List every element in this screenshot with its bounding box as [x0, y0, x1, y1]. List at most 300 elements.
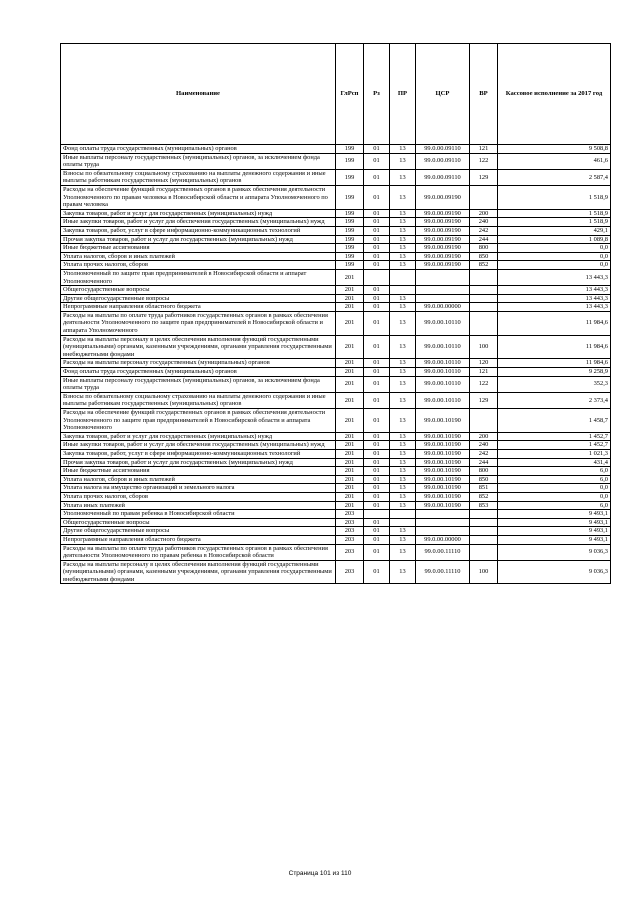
cell-name: Уполномоченный по правам ребенка в Новосибирской области [61, 510, 336, 519]
cell-name: Расходы на выплаты персоналу в целях обеспечения выполнения функций государственными (муниципальными) органами, казенными учреждениями, органами управления государственными внебюджетными фондами [61, 560, 336, 584]
cell-name: Взносы по обязательному социальному страхованию на выплаты денежного содержания и иные выплаты работникам государственных (муниципальных) органов [61, 392, 336, 408]
cell-rz: 01 [364, 560, 390, 584]
cell-name: Иные бюджетные ассигнования [61, 467, 336, 476]
cell-pr: 13 [390, 244, 416, 253]
cell-rz: 01 [364, 409, 390, 433]
cell-amount: 9 036,3 [498, 560, 611, 584]
cell-glrsp: 199 [336, 244, 364, 253]
cell-csr: 99.0.00.09110 [416, 169, 470, 185]
cell-pr: 13 [390, 544, 416, 560]
cell-glrsp: 199 [336, 153, 364, 169]
cell-csr: 99.0.00.09190 [416, 218, 470, 227]
cell-name: Уплата налогов, сборов и иных платежей [61, 475, 336, 484]
table-row [61, 510, 611, 519]
table-header-row [61, 44, 611, 145]
cell-vr [470, 535, 498, 544]
cell-rz: 01 [364, 475, 390, 484]
cell-pr: 13 [390, 235, 416, 244]
cell-csr: 99.0.00.10110 [416, 376, 470, 392]
cell-vr [470, 311, 498, 335]
cell-glrsp: 199 [336, 218, 364, 227]
table-row [61, 560, 611, 584]
cell-rz: 01 [364, 368, 390, 377]
cell-vr: 100 [470, 560, 498, 584]
table-row [61, 518, 611, 527]
cell-vr: 200 [470, 209, 498, 218]
cell-glrsp: 201 [336, 269, 364, 285]
cell-pr: 13 [390, 432, 416, 441]
cell-glrsp: 199 [336, 209, 364, 218]
cell-csr: 99.0.00.10190 [416, 475, 470, 484]
cell-glrsp: 201 [336, 458, 364, 467]
cell-name: Расходы на выплаты персоналу государственных (муниципальных) органов [61, 359, 336, 368]
cell-pr [390, 269, 416, 285]
cell-vr: 850 [470, 252, 498, 261]
cell-name: Иные закупки товаров, работ и услуг для обеспечения государственных (муниципальных) нужд [61, 441, 336, 450]
header-csr: ЦСР [416, 44, 470, 145]
cell-vr: 800 [470, 244, 498, 253]
cell-rz: 01 [364, 359, 390, 368]
cell-pr: 13 [390, 303, 416, 312]
cell-rz: 01 [364, 294, 390, 303]
cell-rz: 01 [364, 392, 390, 408]
cell-glrsp: 201 [336, 311, 364, 335]
cell-pr: 13 [390, 145, 416, 154]
cell-rz: 01 [364, 226, 390, 235]
table-row [61, 492, 611, 501]
cell-vr: 129 [470, 392, 498, 408]
cell-csr: 99.0.00.09110 [416, 145, 470, 154]
cell-amount: 0,0 [498, 261, 611, 270]
cell-vr: 240 [470, 441, 498, 450]
cell-name: Уплата прочих налогов, сборов [61, 261, 336, 270]
cell-vr: 851 [470, 484, 498, 493]
cell-pr: 13 [390, 185, 416, 209]
table-row [61, 311, 611, 335]
table-row [61, 145, 611, 154]
cell-name: Иные выплаты персоналу государственных (муниципальных) органов, за исключением фонда оплаты труда [61, 153, 336, 169]
cell-glrsp: 201 [336, 335, 364, 359]
cell-vr: 244 [470, 458, 498, 467]
cell-vr: 242 [470, 226, 498, 235]
cell-glrsp: 203 [336, 510, 364, 519]
cell-amount: 1 452,7 [498, 432, 611, 441]
cell-rz: 01 [364, 518, 390, 527]
cell-name: Уполномоченный по защите прав предпринимателей в Новосибирской области и аппарат Уполномоченного [61, 269, 336, 285]
cell-rz: 01 [364, 467, 390, 476]
cell-vr [470, 409, 498, 433]
cell-rz: 01 [364, 169, 390, 185]
cell-pr: 13 [390, 475, 416, 484]
cell-glrsp: 201 [336, 392, 364, 408]
cell-pr: 13 [390, 252, 416, 261]
cell-name: Уплата налога на имущество организаций и земельного налога [61, 484, 336, 493]
cell-csr: 99.0.00.10190 [416, 467, 470, 476]
cell-name: Непрограммные направления областного бюджета [61, 535, 336, 544]
cell-csr: 99.0.00.09190 [416, 185, 470, 209]
cell-name: Закупка товаров, работ, услуг в сфере информационно-коммуникационных технологий [61, 226, 336, 235]
table-row [61, 368, 611, 377]
table-row [61, 269, 611, 285]
cell-glrsp: 199 [336, 252, 364, 261]
cell-pr: 13 [390, 560, 416, 584]
cell-amount: 11 984,6 [498, 359, 611, 368]
cell-pr: 13 [390, 335, 416, 359]
cell-csr: 99.0.00.09190 [416, 244, 470, 253]
cell-name: Уплата иных платежей [61, 501, 336, 510]
cell-amount: 0,0 [498, 252, 611, 261]
cell-name: Уплата прочих налогов, сборов [61, 492, 336, 501]
cell-csr: 99.0.00.10190 [416, 441, 470, 450]
cell-vr: 244 [470, 235, 498, 244]
cell-glrsp: 199 [336, 261, 364, 270]
cell-name: Непрограммные направления областного бюджета [61, 303, 336, 312]
table-row [61, 441, 611, 450]
budget-table [60, 43, 611, 584]
cell-name: Другие общегосударственные вопросы [61, 527, 336, 536]
cell-rz: 01 [364, 544, 390, 560]
cell-pr: 13 [390, 501, 416, 510]
cell-pr: 13 [390, 226, 416, 235]
cell-rz: 01 [364, 492, 390, 501]
cell-glrsp: 201 [336, 475, 364, 484]
table-row [61, 209, 611, 218]
cell-amount: 0,0 [498, 244, 611, 253]
cell-vr [470, 286, 498, 295]
cell-glrsp: 199 [336, 145, 364, 154]
cell-rz: 01 [364, 376, 390, 392]
cell-glrsp: 201 [336, 368, 364, 377]
cell-csr: 99.0.00.00000 [416, 303, 470, 312]
table-row [61, 286, 611, 295]
cell-pr: 13 [390, 392, 416, 408]
cell-csr: 99.0.00.10190 [416, 409, 470, 433]
cell-name: Иные закупки товаров, работ и услуг для обеспечения государственных (муниципальных) нужд [61, 218, 336, 227]
cell-glrsp: 203 [336, 560, 364, 584]
table-row [61, 409, 611, 433]
cell-csr: 99.0.00.10190 [416, 492, 470, 501]
table-row [61, 359, 611, 368]
cell-name: Закупка товаров, работ и услуг для государственных (муниципальных) нужд [61, 432, 336, 441]
cell-rz: 01 [364, 501, 390, 510]
cell-csr: 99.0.00.10190 [416, 501, 470, 510]
cell-vr [470, 185, 498, 209]
cell-vr: 120 [470, 359, 498, 368]
cell-amount: 9 493,1 [498, 518, 611, 527]
cell-amount: 13 443,3 [498, 294, 611, 303]
table-row [61, 535, 611, 544]
cell-rz: 01 [364, 449, 390, 458]
cell-name: Расходы на выплаты персоналу в целях обеспечения выполнения функций государственными (муниципальными) органами, казенными учреждениями, органами управления государственными внебюджетными фондами [61, 335, 336, 359]
cell-vr [470, 518, 498, 527]
cell-rz: 01 [364, 432, 390, 441]
cell-amount: 1 518,9 [498, 218, 611, 227]
cell-vr [470, 294, 498, 303]
cell-rz: 01 [364, 209, 390, 218]
table-row [61, 432, 611, 441]
cell-pr: 13 [390, 368, 416, 377]
cell-amount: 9 258,9 [498, 368, 611, 377]
page-footer: Страница 101 из 110 [288, 870, 352, 877]
cell-rz: 01 [364, 441, 390, 450]
header-rz: Рз [364, 44, 390, 145]
cell-vr [470, 269, 498, 285]
cell-rz: 01 [364, 311, 390, 335]
cell-csr: 99.0.00.09190 [416, 261, 470, 270]
header-name: Наименование [61, 44, 336, 145]
cell-name: Общегосударственные вопросы [61, 518, 336, 527]
cell-name: Уплата налогов, сборов и иных платежей [61, 252, 336, 261]
cell-amount: 9 036,3 [498, 544, 611, 560]
cell-amount: 2 373,4 [498, 392, 611, 408]
cell-glrsp: 203 [336, 544, 364, 560]
cell-amount: 9 493,1 [498, 527, 611, 536]
cell-rz: 01 [364, 535, 390, 544]
cell-pr: 13 [390, 467, 416, 476]
cell-name: Закупка товаров, работ, услуг в сфере информационно-коммуникационных технологий [61, 449, 336, 458]
cell-amount: 461,6 [498, 153, 611, 169]
cell-pr: 13 [390, 209, 416, 218]
cell-name: Расходы на обеспечение функций государственных органов в рамках обеспечения деятельности Уполномоченного по правам человека в Новосибирской области и аппарата Уполномоченного по правам человека [61, 185, 336, 209]
table-row [61, 261, 611, 270]
cell-vr: 852 [470, 492, 498, 501]
cell-name: Фонд оплаты труда государственных (муниципальных) органов [61, 368, 336, 377]
cell-glrsp: 199 [336, 235, 364, 244]
cell-rz: 01 [364, 261, 390, 270]
cell-name: Расходы на выплаты по оплате труда работников государственных органов в рамках обеспечения деятельности Уполномоченного по защите прав предпринимателей в Новосибирской области и аппарата Уполномоченного [61, 311, 336, 335]
cell-pr: 13 [390, 409, 416, 433]
cell-csr: 99.0.00.09110 [416, 153, 470, 169]
cell-vr: 122 [470, 376, 498, 392]
cell-csr [416, 286, 470, 295]
table-row [61, 218, 611, 227]
cell-amount: 429,1 [498, 226, 611, 235]
cell-name: Прочая закупка товаров, работ и услуг для государственных (муниципальных) нужд [61, 235, 336, 244]
table-row [61, 294, 611, 303]
cell-rz: 01 [364, 286, 390, 295]
cell-vr: 121 [470, 145, 498, 154]
cell-amount: 13 443,3 [498, 269, 611, 285]
cell-csr [416, 527, 470, 536]
table-row [61, 484, 611, 493]
cell-glrsp: 201 [336, 432, 364, 441]
cell-vr: 100 [470, 335, 498, 359]
cell-csr: 99.0.00.10190 [416, 449, 470, 458]
cell-name: Взносы по обязательному социальному страхованию на выплаты денежного содержания и иные выплаты работникам государственных (муниципальных) органов [61, 169, 336, 185]
cell-csr: 99.0.00.09190 [416, 252, 470, 261]
cell-amount: 1 518,9 [498, 185, 611, 209]
cell-glrsp: 203 [336, 518, 364, 527]
cell-vr: 121 [470, 368, 498, 377]
cell-glrsp: 201 [336, 467, 364, 476]
cell-rz: 01 [364, 218, 390, 227]
cell-rz: 01 [364, 335, 390, 359]
cell-glrsp: 201 [336, 441, 364, 450]
table-row [61, 475, 611, 484]
cell-csr [416, 269, 470, 285]
table-row [61, 303, 611, 312]
cell-vr: 800 [470, 467, 498, 476]
cell-rz: 01 [364, 484, 390, 493]
cell-glrsp: 201 [336, 294, 364, 303]
cell-rz: 01 [364, 252, 390, 261]
table-row [61, 235, 611, 244]
cell-vr [470, 510, 498, 519]
cell-pr: 13 [390, 449, 416, 458]
table-row [61, 458, 611, 467]
cell-glrsp: 201 [336, 359, 364, 368]
table-row [61, 185, 611, 209]
cell-pr: 13 [390, 527, 416, 536]
cell-amount: 0,0 [498, 484, 611, 493]
cell-amount: 0,0 [498, 492, 611, 501]
table-row [61, 226, 611, 235]
header-glrsp: ГлРсп [336, 44, 364, 145]
table-row [61, 376, 611, 392]
cell-name: Прочая закупка товаров, работ и услуг для государственных (муниципальных) нужд [61, 458, 336, 467]
cell-name: Закупка товаров, работ и услуг для государственных (муниципальных) нужд [61, 209, 336, 218]
cell-vr: 852 [470, 261, 498, 270]
table-row [61, 449, 611, 458]
cell-amount: 13 443,3 [498, 303, 611, 312]
cell-pr: 13 [390, 218, 416, 227]
cell-vr: 850 [470, 475, 498, 484]
cell-amount: 1 458,7 [498, 409, 611, 433]
cell-csr: 99.0.00.09190 [416, 226, 470, 235]
cell-rz: 01 [364, 458, 390, 467]
cell-pr: 13 [390, 294, 416, 303]
cell-pr [390, 286, 416, 295]
cell-rz: 01 [364, 244, 390, 253]
table-row [61, 467, 611, 476]
cell-csr: 99.0.00.10190 [416, 432, 470, 441]
table-row [61, 252, 611, 261]
cell-vr: 242 [470, 449, 498, 458]
cell-pr: 13 [390, 153, 416, 169]
cell-pr: 13 [390, 169, 416, 185]
cell-rz [364, 510, 390, 519]
cell-csr: 99.0.00.10190 [416, 458, 470, 467]
cell-pr: 13 [390, 441, 416, 450]
cell-glrsp: 201 [336, 409, 364, 433]
cell-csr: 99.0.00.10190 [416, 484, 470, 493]
cell-vr [470, 527, 498, 536]
table-row [61, 335, 611, 359]
cell-name: Общегосударственные вопросы [61, 286, 336, 295]
cell-csr: 99.0.00.09190 [416, 235, 470, 244]
cell-amount: 1 518,9 [498, 209, 611, 218]
cell-glrsp: 199 [336, 226, 364, 235]
table-row [61, 169, 611, 185]
cell-amount: 2 587,4 [498, 169, 611, 185]
cell-name: Расходы на выплаты по оплате труда работников государственных органов в рамках обеспечения деятельности Уполномоченного по правам ребенка в Новосибирской области [61, 544, 336, 560]
table-row [61, 527, 611, 536]
cell-vr [470, 544, 498, 560]
table-row [61, 544, 611, 560]
cell-csr [416, 518, 470, 527]
header-pr: ПР [390, 44, 416, 145]
cell-amount: 13 443,3 [498, 286, 611, 295]
cell-csr: 99.0.00.10110 [416, 359, 470, 368]
cell-name: Фонд оплаты труда государственных (муниципальных) органов [61, 145, 336, 154]
cell-pr: 13 [390, 311, 416, 335]
cell-pr: 13 [390, 492, 416, 501]
cell-glrsp: 201 [336, 286, 364, 295]
table-body [61, 145, 611, 584]
cell-name: Расходы на обеспечение функций государственных органов в рамках обеспечения деятельности Уполномоченного по защите прав предпринимателей в Новосибирской области и аппарата Уполномоченного [61, 409, 336, 433]
cell-rz: 01 [364, 145, 390, 154]
table-row [61, 392, 611, 408]
cell-amount: 9 493,1 [498, 535, 611, 544]
cell-csr: 99.0.00.00000 [416, 535, 470, 544]
cell-pr: 13 [390, 376, 416, 392]
cell-amount: 1 452,7 [498, 441, 611, 450]
cell-glrsp: 199 [336, 185, 364, 209]
cell-glrsp: 201 [336, 484, 364, 493]
cell-glrsp: 201 [336, 303, 364, 312]
cell-name: Иные выплаты персоналу государственных (муниципальных) органов, за исключением фонда оплаты труда [61, 376, 336, 392]
header-vr: ВР [470, 44, 498, 145]
cell-name: Другие общегосударственные вопросы [61, 294, 336, 303]
cell-vr: 129 [470, 169, 498, 185]
table-row [61, 153, 611, 169]
cell-rz: 01 [364, 153, 390, 169]
cell-rz: 01 [364, 527, 390, 536]
header-amount: Кассовое исполнение за 2017 год [498, 44, 611, 145]
table-row [61, 244, 611, 253]
cell-csr [416, 510, 470, 519]
cell-vr: 200 [470, 432, 498, 441]
cell-csr [416, 294, 470, 303]
cell-name: Иные бюджетные ассигнования [61, 244, 336, 253]
cell-amount: 9 493,1 [498, 510, 611, 519]
cell-csr: 99.0.00.09190 [416, 209, 470, 218]
cell-rz: 01 [364, 235, 390, 244]
cell-pr: 13 [390, 484, 416, 493]
cell-csr: 99.0.00.10110 [416, 392, 470, 408]
cell-pr [390, 518, 416, 527]
cell-vr: 240 [470, 218, 498, 227]
cell-glrsp: 203 [336, 535, 364, 544]
cell-csr: 99.0.00.10110 [416, 368, 470, 377]
cell-vr: 122 [470, 153, 498, 169]
cell-csr: 99.0.00.10110 [416, 335, 470, 359]
cell-pr [390, 510, 416, 519]
cell-glrsp: 201 [336, 449, 364, 458]
cell-amount: 6,0 [498, 501, 611, 510]
cell-rz: 01 [364, 185, 390, 209]
cell-amount: 1 021,3 [498, 449, 611, 458]
cell-pr: 13 [390, 261, 416, 270]
cell-csr: 99.0.00.10110 [416, 311, 470, 335]
table-row [61, 501, 611, 510]
cell-glrsp: 201 [336, 492, 364, 501]
cell-vr: 853 [470, 501, 498, 510]
cell-pr: 13 [390, 359, 416, 368]
cell-rz: 01 [364, 303, 390, 312]
cell-amount: 11 984,6 [498, 311, 611, 335]
cell-glrsp: 201 [336, 501, 364, 510]
cell-vr [470, 303, 498, 312]
cell-amount: 9 508,8 [498, 145, 611, 154]
cell-pr: 13 [390, 535, 416, 544]
cell-csr: 99.0.00.11110 [416, 544, 470, 560]
cell-amount: 431,4 [498, 458, 611, 467]
cell-amount: 352,3 [498, 376, 611, 392]
cell-glrsp: 199 [336, 169, 364, 185]
cell-glrsp: 203 [336, 527, 364, 536]
cell-amount: 6,0 [498, 475, 611, 484]
